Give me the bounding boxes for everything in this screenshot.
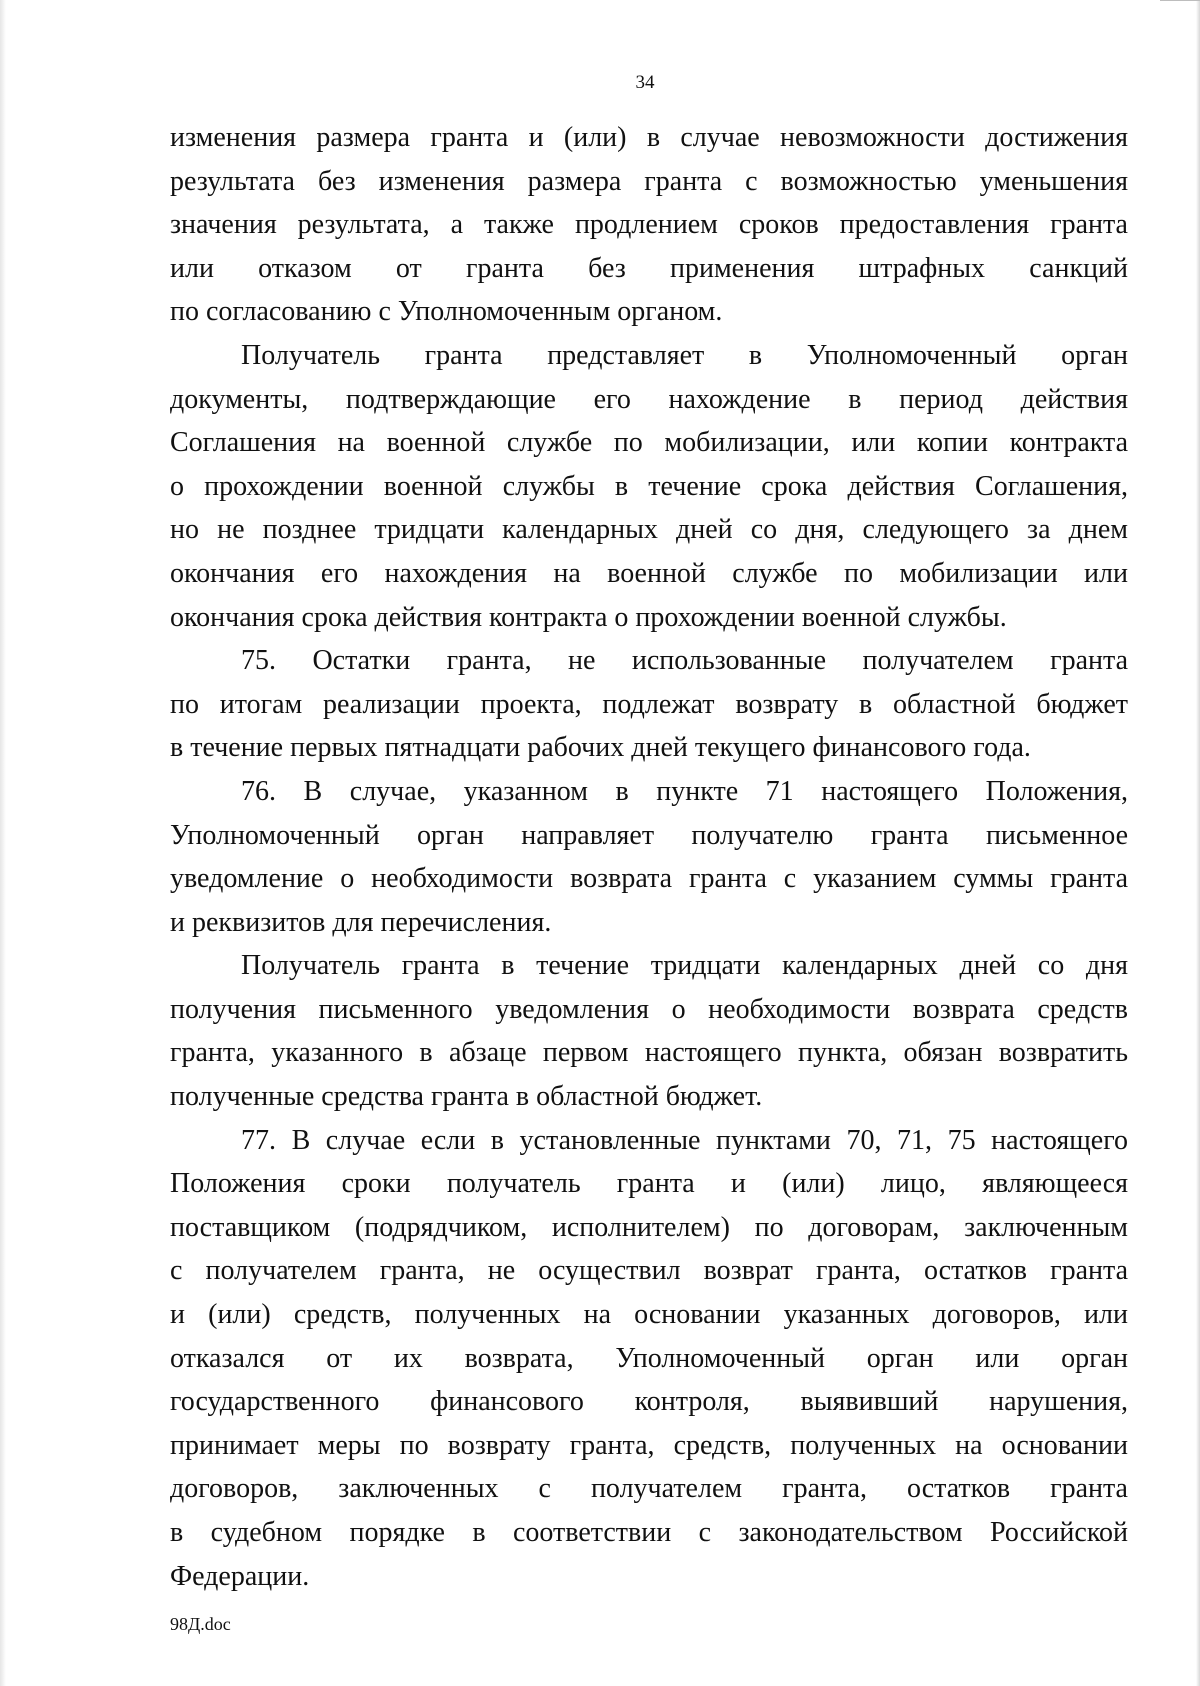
text-line: государственного финансового контроля, выявивший нарушения, — [170, 1386, 1128, 1418]
text-line: принимает меры по возврату гранта, средств, полученных на основании — [170, 1429, 1128, 1461]
paragraph-continuation — [170, 116, 1128, 334]
text-line: поставщиком (подрядчиком, исполнителем) по договорам, заключенным — [170, 1211, 1128, 1243]
text-line: изменения размера гранта и (или) в случае невозможности достижения — [170, 122, 1128, 153]
paragraph-item-76 — [170, 770, 1128, 944]
text-line: результата без изменения размера гранта с возможностью уменьшения — [170, 165, 1128, 197]
paragraph-recipient-documents — [170, 334, 1128, 639]
text-line: о прохождении военной службы в течение срока действия Соглашения, — [170, 470, 1128, 502]
text-line: Положения сроки получатель гранта и (или) лицо, являющееся — [170, 1168, 1128, 1200]
text-line: 75. Остатки гранта, не использованные получателем гранта — [241, 645, 1128, 677]
text-line: уведомление о необходимости возврата гранта с указанием суммы гранта — [170, 863, 1128, 895]
text-line: и (или) средств, полученных на основании указанных договоров, или — [170, 1299, 1128, 1331]
text-line: с получателем гранта, не осуществил возврат гранта, остатков гранта — [170, 1255, 1128, 1287]
footer-filename: 98Д.doc — [170, 1614, 231, 1634]
text-line: окончания его нахождения на военной службе по мобилизации или — [170, 557, 1128, 589]
scan-corner — [1160, 0, 1200, 9]
text-line: 77. В случае если в установленные пунктами 70, 71, 75 настоящего — [241, 1124, 1128, 1156]
text-line: по согласованию с Уполномоченным органом. — [170, 296, 723, 328]
text-line: Федерации. — [170, 1560, 310, 1592]
text-line: в судебном порядке в соответствии с законодательством Российской — [170, 1517, 1128, 1548]
text-line: документы, подтверждающие его нахождение в период действия — [170, 383, 1128, 415]
paragraph-item-77 — [170, 1119, 1128, 1599]
text-line: Получатель гранта представляет в Уполномоченный орган — [241, 339, 1128, 371]
text-line: но не позднее тридцати календарных дней со дня, следующего за днем — [170, 514, 1128, 546]
text-line: договоров, заключенных с получателем гранта, остатков гранта — [170, 1473, 1128, 1505]
scan-edge-right — [1196, 0, 1200, 1686]
text-line: получения письменного уведомления о необходимости возврата средств — [170, 993, 1128, 1025]
text-line: значения результата, а также продлением сроков предоставления гранта — [170, 209, 1128, 241]
paragraph-item-75 — [170, 639, 1128, 770]
text-line: гранта, указанного в абзаце первом настоящего пункта, обязан возвратить — [170, 1037, 1128, 1069]
text-line: 76. В случае, указанном в пункте 71 настоящего Положения, — [241, 775, 1128, 807]
text-line: по итогам реализации проекта, подлежат возврату в областной бюджет — [170, 688, 1128, 720]
text-line: окончания срока действия контракта о прохождении военной службы. — [170, 601, 1007, 633]
text-line: полученные средства гранта в областной бюджет. — [170, 1081, 763, 1113]
text-line: в течение первых пятнадцати рабочих дней текущего финансового года. — [170, 732, 1031, 764]
text-line: Соглашения на военной службе по мобилизации, или копии контракта — [170, 427, 1128, 459]
page-number: 34 — [635, 72, 655, 93]
text-line: Уполномоченный орган направляет получателю гранта письменное — [170, 819, 1128, 851]
text-line: и реквизитов для перечисления. — [170, 906, 552, 938]
document-body — [170, 116, 1128, 1598]
scan-edge-left — [0, 0, 6, 1686]
text-line: Получатель гранта в течение тридцати календарных дней со дня — [241, 950, 1128, 982]
paragraph-return-obligation — [170, 944, 1128, 1118]
text-line: или отказом от гранта без применения штрафных санкций — [170, 252, 1128, 284]
text-line: отказался от их возврата, Уполномоченный орган или орган — [170, 1342, 1128, 1374]
